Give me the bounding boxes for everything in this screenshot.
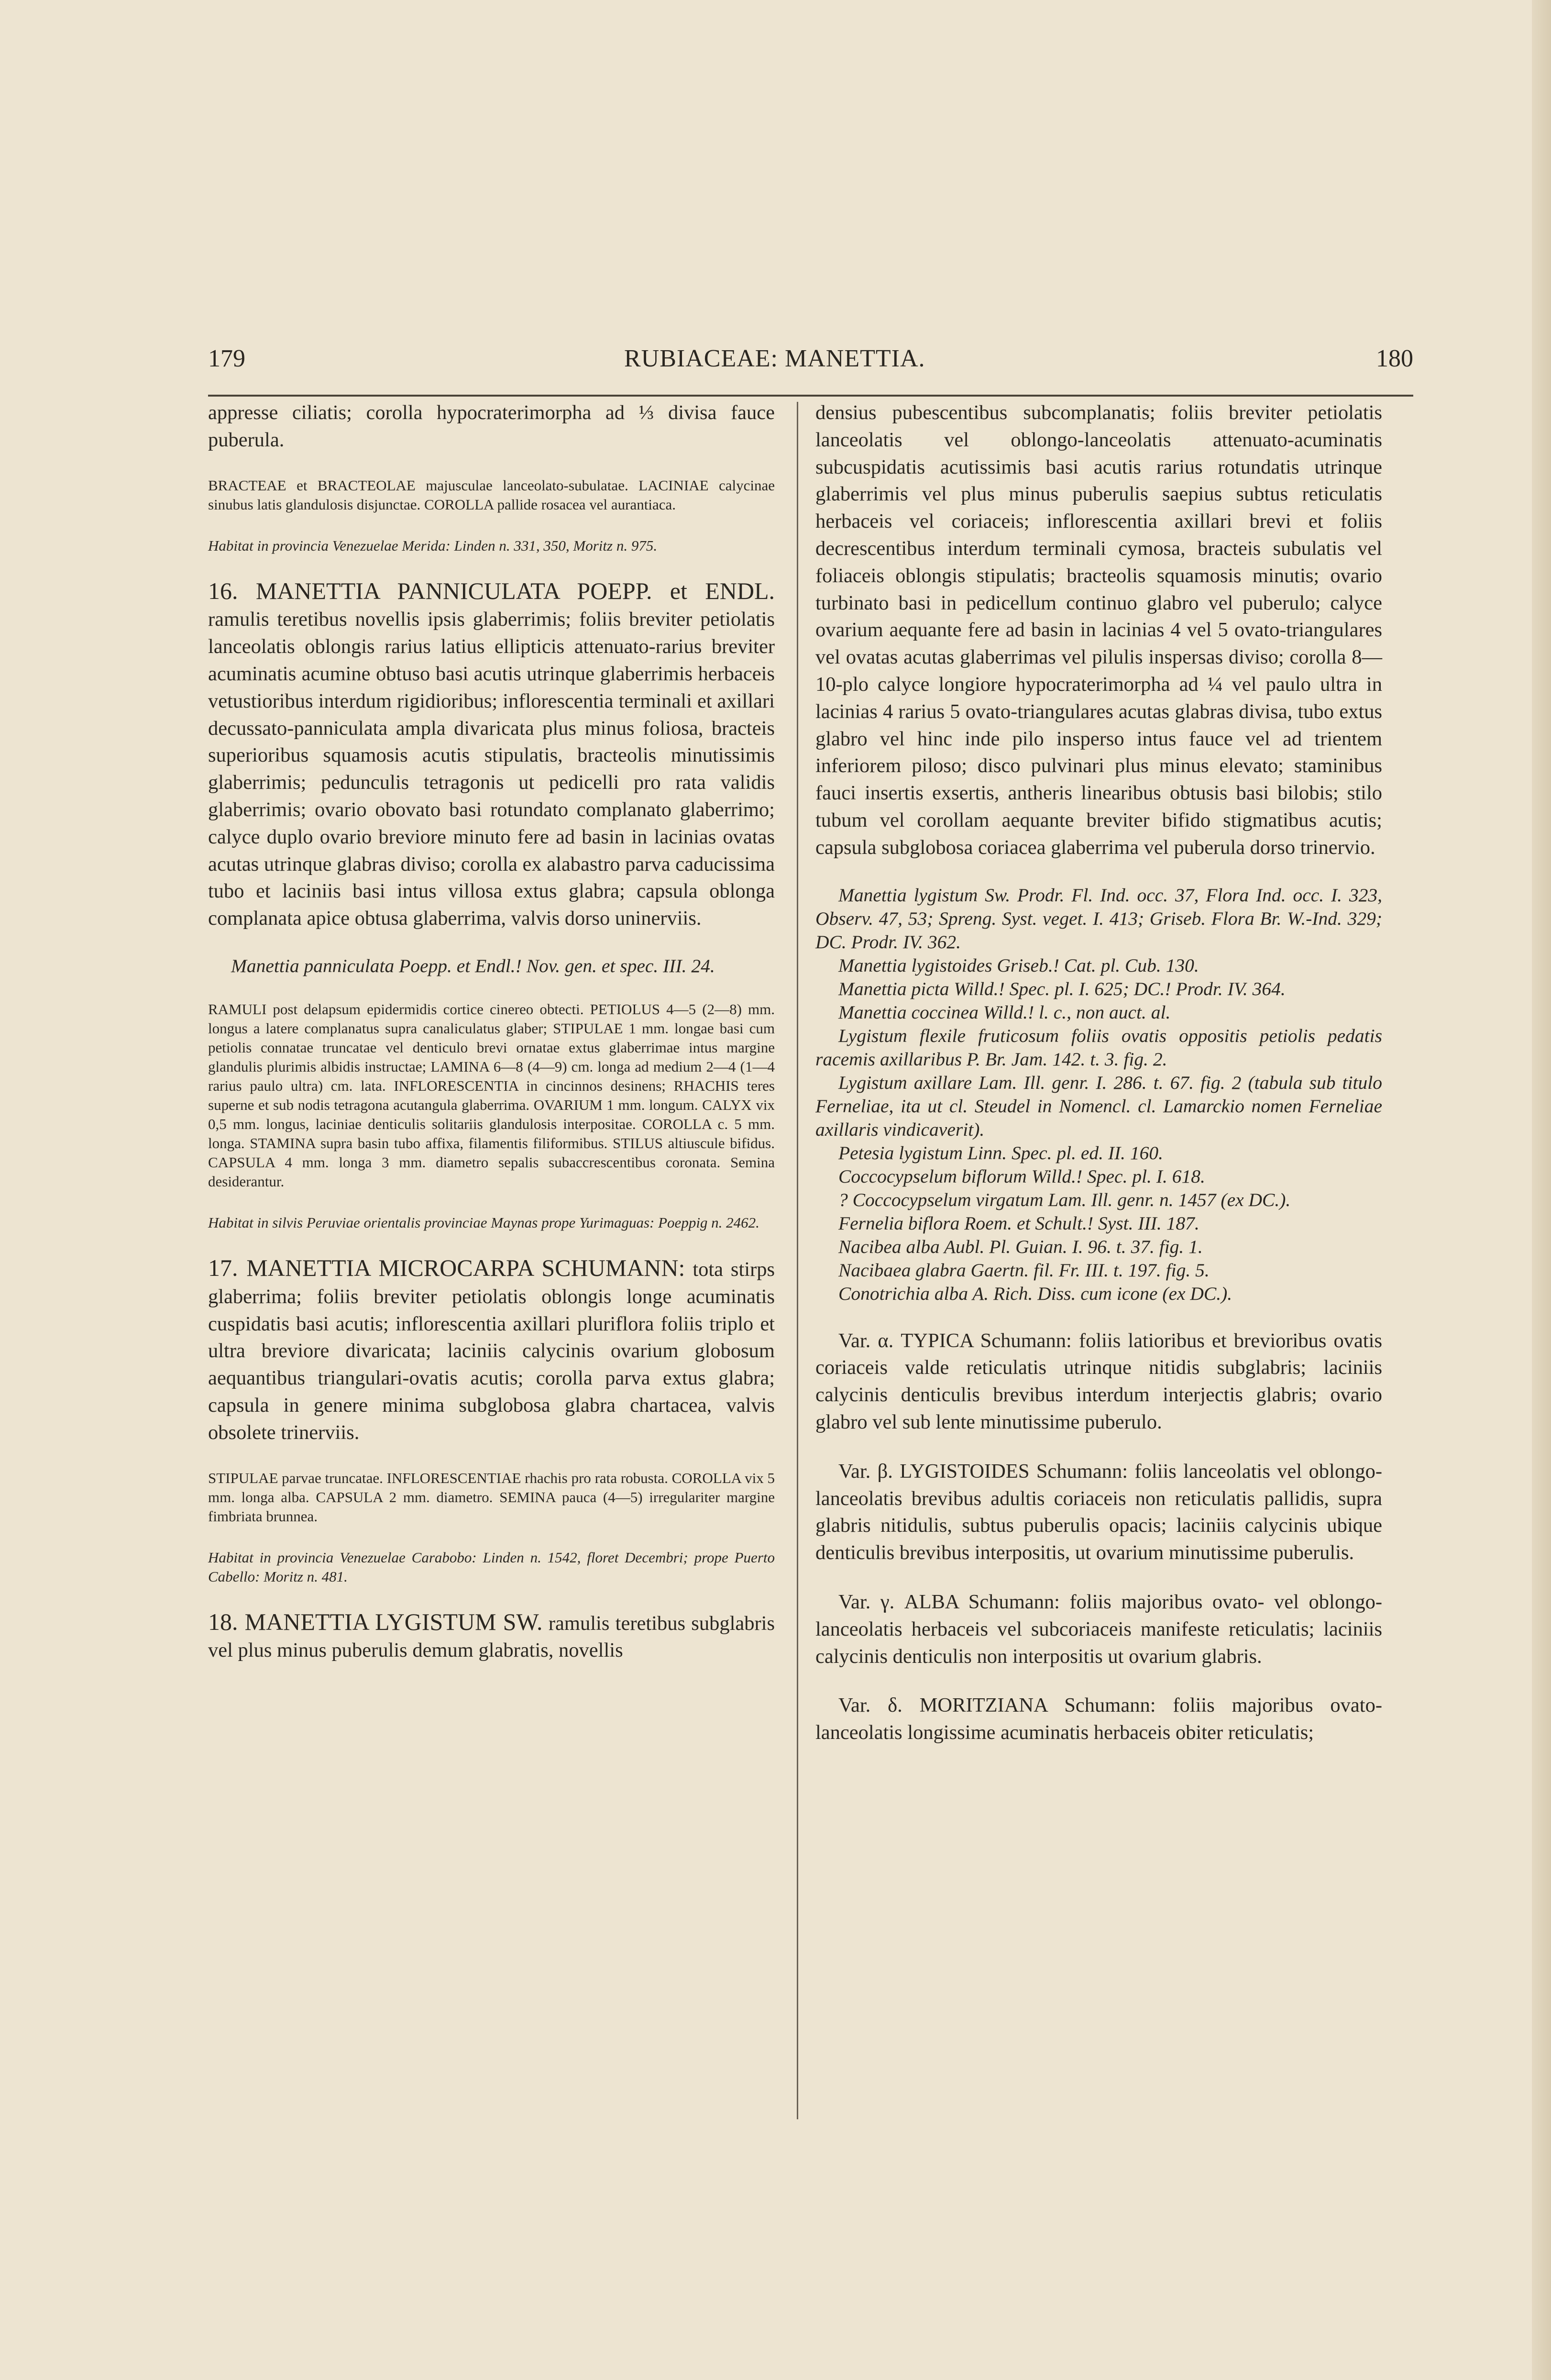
variety-entry: Var. γ. ALBA Schumann: foliis majoribus ovato- vel oblongo-lanceolatis herbaceis vel subcoriaceis manifeste reticulatis; laciniis calycinis denticulis non interpositis ut ovarium glabris.: [815, 1590, 1382, 1668]
species-heading: 18. MANETTIA LYGISTUM SW.: [208, 1608, 543, 1635]
synonym-entry: Manettia coccinea Willd.! l. c., non auct. al.: [838, 1001, 1171, 1023]
species-heading: 17. MANETTIA MICROCARPA SCHUMANN:: [208, 1254, 685, 1281]
running-header: [208, 344, 1413, 383]
synonym-entry: Fernelia biflora Roem. et Schult.! Syst. III. 187.: [838, 1212, 1199, 1234]
synonym-entry: Lygistum flexile fruticosum foliis ovatis oppositis petiolis pedatis racemis axillaribus P. Br. Jam. 142. t. 3. fig. 2.: [815, 1025, 1382, 1070]
page-number-right: 180: [1376, 345, 1413, 372]
species-entry: [208, 1608, 775, 1665]
synonym-list: [815, 884, 1382, 1306]
synonym-entry: Nacibea alba Aubl. Pl. Guian. I. 96. t. 37. fig. 1.: [838, 1236, 1203, 1257]
synonym-entry: ? Coccocypselum virgatum Lam. Ill. genr. n. 1457 (ex DC.).: [838, 1189, 1291, 1210]
species-description: ramulis teretibus novellis ipsis glaberrimis; foliis breviter petiolatis lanceolatis oblongis rarius latius ellipticis attenuato-rarius breviter acuminatis acumine obtuso basi acutis utrinque glaberrimis herbaceis vetustioribus interdum rigidioribus; inflorescentia terminali et axillari decussato-panniculata ampla divaricata plus minus foliosa, bracteis superioribus squamosis acutis stipulatis, bracteolis minutissimis glaberrimis; pedunculis tetragonis ut pedicelli pro rata validis glaberrimis; ovario obovato basi rotundato complanato glaberrimo; calyce duplo ovario breviore minuto fere ad basin in lacinias ovatas acutas utrinque glabras diviso; corolla ex alabastro parva caducissima tubo et laciniis basi intus villosa extus glabra; capsula oblonga complanata apice obtusa glaberrima, valvis dorso uninerviis.: [208, 608, 775, 930]
book-spine-edge: [1532, 0, 1551, 2380]
species-entry: [208, 1254, 775, 1447]
synonym-entry: Manettia lygistoides Griseb.! Cat. pl. Cub. 130.: [838, 954, 1199, 976]
habitat-note: Habitat in silvis Peruviae orientalis provinciae Maynas prope Yurimaguas: Poeppig n. 2462.: [208, 1214, 759, 1231]
synonym-entry: Manettia picta Willd.! Spec. pl. I. 625; DC.! Prodr. IV. 364.: [838, 978, 1286, 999]
species-description: ramulis teretibus subglabris vel plus minus puberulis demum glabratis, novellis: [208, 1612, 775, 1662]
running-title: RUBIACEAE: MANETTIA.: [624, 345, 925, 372]
synonym-entry: Manettia panniculata Poepp. et Endl.! Nov. gen. et spec. III. 24.: [231, 955, 715, 976]
synonym-entry: Conotrichia alba A. Rich. Diss. cum icone (ex DC.).: [838, 1283, 1232, 1304]
synonym-entry: Lygistum axillare Lam. Ill. genr. I. 286. t. 67. fig. 2 (tabula sub titulo Ferneliae, ita ut cl. Steudel in Nomencl. cl. Lamarckio nomen Ferneliae axillaris vindicaverit).: [815, 1072, 1382, 1140]
species-description: tota stirps glaberrima; foliis breviter petiolatis oblongis longe acuminatis cuspidatis basi acutis; inflorescentia axillari pluriflora foliis triplo et ultra breviore divaricata; laciniis calycinis ovarium globosum aequantibus triangulari-ovatis acutis; corolla parva extus glabra; capsula in genere minima subglobosa glabra chartacea, valvis obsolete trinerviis.: [208, 1258, 775, 1444]
column-divider: [797, 402, 798, 2119]
variety-entry: Var. β. LYGISTOIDES Schumann: foliis lanceolatis vel oblongo-lanceolatis brevibus adultis coriaceis non reticulatis pallidis, supra glabris nitidulis, subtus puberulis opacis; laciniis calycinis ubique denticulis brevibus interpositis, ut ovarium minutissime puberulis.: [815, 1460, 1382, 1564]
left-column: [208, 399, 775, 1686]
habitat-note: Habitat in provincia Venezuelae Carabobo: Linden n. 1542, floret Decembri; prope Puerto Cabello: Moritz n. 481.: [208, 1549, 775, 1585]
synonym-list: [208, 954, 775, 978]
synonym-entry: Coccocypselum biflorum Willd.! Spec. pl. I. 618.: [838, 1165, 1205, 1187]
species-heading: 16. MANETTIA PANNICULATA POEPP. et ENDL.: [208, 577, 775, 604]
habitat-note: Habitat in provincia Venezuelae Merida: Linden n. 331, 350, Moritz n. 975.: [208, 537, 658, 554]
paragraph: densius pubescentibus subcomplanatis; foliis breviter petiolatis lanceolatis vel oblongo-lanceolatis attenuato-acuminatis subcuspidatis acutissimis basi acutis rarius rotundatis utrinque glaberrimis vel plus minus puberulis saepius subtus reticulatis herbaceis vel coriaceis; inflorescentia axillari brevi et foliis decrescentibus interdum terminali cymosa, bracteis subulatis vel foliaceis oblongis stipulatis; bracteolis squamosis minutis; ovario turbinato basi in pedicellum continuo glabro vel puberulo; calyce ovarium aequante fere ad basin in lacinias 4 vel 5 ovato-triangulares vel ovatas acutas glaberrimas vel pilulis inspersas diviso; corolla 8—10-plo calyce longiore hypocraterimorpha ad ¼ vel paulo ultra in lacinias 4 rarius 5 ovato-triangulares acutas glabras divisa, tubo extus glabro vel hinc inde pilo insperso intus fauce vel ad trientem inferiorem piloso; disco pulvinari plus minus elevato; staminibus fauci insertis exsertis, antheris linearibus obtusis basi bilobis; stilo tubum vel corollam aequante breviter bifido stigmatibus acutis; capsula subglobosa coriacea glaberrima vel puberula dorso trinervio.: [815, 401, 1382, 859]
header-rule: [208, 395, 1413, 397]
paragraph: appresse ciliatis; corolla hypocraterimorpha ad ⅓ divisa fauce puberula.: [208, 401, 775, 451]
description-note: RAMULI post delapsum epidermidis cortice cinereo obtecti. PETIOLUS 4—5 (2—8) mm. longus a latere complanatus supra canaliculatus glaber; STIPULAE 1 mm. longae basi cum petiolis connatae truncatae vel denticulo brevi ornatae extus glaberrimae intus margine glandulis plurimis albidis instructae; LAMINA 6—8 (4—9) cm. longa ad medium 2—4 (1—4 rarius paulo ultra) cm. lata. INFLORESCENTIA in cincinnos desinens; RHACHIS teres superne et sub nodis tetragona acutangula glaberrima. OVARIUM 1 mm. longum. CALYX vix 0,5 mm. longus, laciniae denticulis solitariis glandulosis interpositae. COROLLA c. 5 mm. longa. STAMINA supra basin tubo affixa, filamentis filiformibus. STILUS altiuscule bifidus. CAPSULA 4 mm. longa 3 mm. diametro sepalis subaccrescentibus coronata. Semina desiderantur.: [208, 1000, 775, 1190]
variety-entry: Var. δ. MORITZIANA Schumann: foliis majoribus ovato-lanceolatis longissime acuminatis herbaceis obiter reticulatis;: [815, 1694, 1382, 1744]
description-note: STIPULAE parvae truncatae. INFLORESCENTIAE rhachis pro rata robusta. COROLLA vix 5 mm. longa alba. CAPSULA 2 mm. diametro. SEMINA pauca (4—5) irregulariter margine fimbriata brunnea.: [208, 1469, 775, 1525]
synonym-entry: Nacibaea glabra Gaertn. fil. Fr. III. t. 197. fig. 5.: [838, 1259, 1210, 1281]
synonym-entry: Petesia lygistum Linn. Spec. pl. ed. II. 160.: [838, 1142, 1164, 1163]
species-entry: [208, 577, 775, 932]
description-note: BRACTEAE et BRACTEOLAE majusculae lanceolato-subulatae. LACINIAE calycinae sinubus latis glandulosis disjunctae. COROLLA pallide rosacea vel aurantiaca.: [208, 476, 775, 513]
page-number-left: 179: [208, 345, 245, 372]
right-column: [815, 399, 1382, 1769]
synonym-entry: Manettia lygistum Sw. Prodr. Fl. Ind. occ. 37, Flora Ind. occ. I. 323, Observ. 47, 53; Spreng. Syst. veget. I. 413; Griseb. Flora Br. W.-Ind. 329; DC. Prodr. IV. 362.: [815, 884, 1382, 952]
variety-entry: Var. α. TYPICA Schumann: foliis latioribus et brevioribus ovatis coriaceis valde reticulatis utrinque nitidis subglabris; laciniis calycinis denticulis brevibus interdum interjectis glabris; ovario glabro vel sub lente minutissime puberulo.: [815, 1329, 1382, 1433]
